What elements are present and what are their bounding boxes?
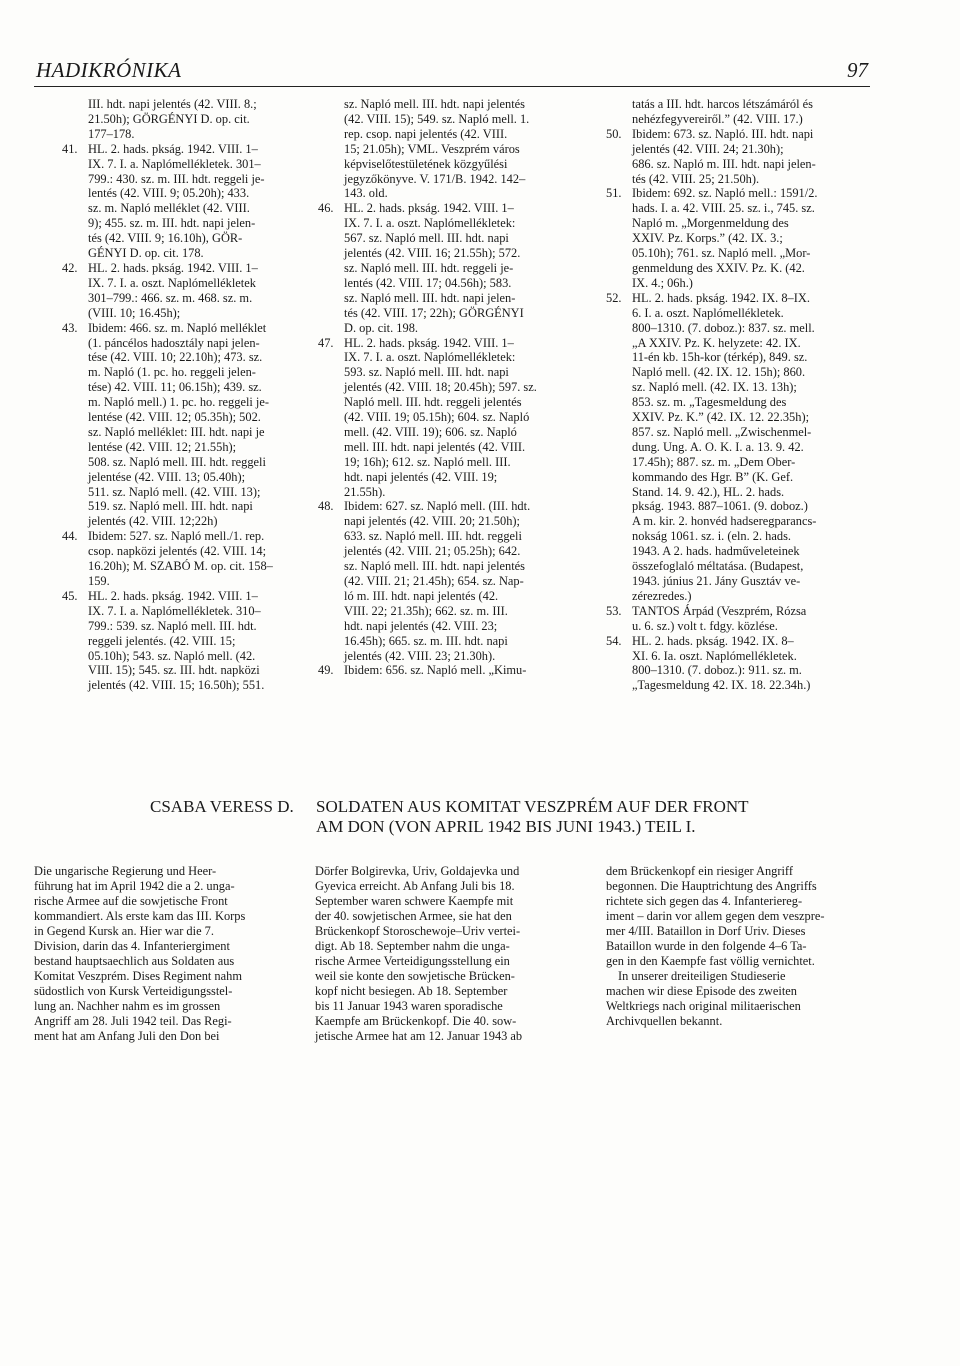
summary-line: kopf nicht besiegen. Ab 18. September xyxy=(315,984,508,998)
summary-line: mer 4/III. Bataillon in Dorf Uriv. Dieses xyxy=(606,924,806,938)
footnote-line: m. Napló mell.) 1. pc. ho. reggeli je- xyxy=(88,395,269,410)
footnote-line: 16.20h); M. SZABÓ M. op. cit. 158– xyxy=(88,559,273,574)
summary-line: weil sie konte den sowjetische Brücken- xyxy=(315,969,515,983)
summary-column-3 xyxy=(606,864,876,1029)
footnote-line: jelentése (42. VIII. 13; 05.40h); xyxy=(88,469,246,484)
footnote-line: 17.45h); 887. sz. m. „Dem Ober- xyxy=(632,454,796,469)
footnote-line: HL. 2. hads. pkság. 1942. VIII. 1– xyxy=(344,335,514,350)
article-author: CSABA VERESS D. xyxy=(150,797,294,816)
footnote-line: „Tagesmeldung 42. IX. 18. 22.34h.) xyxy=(632,678,811,693)
footnote-line: hdt. napi jelentés (42. VIII. 19; xyxy=(344,469,498,484)
footnote-line: VIII. 15); 545. sz. III. hdt. napközi xyxy=(88,663,260,678)
footnote-line: Napló mell. (42. IX. 12. 15h); 860. xyxy=(632,365,806,380)
footnote-line: u. 6. sz.) volt t. fdgy. közlése. xyxy=(632,618,778,633)
footnote-line: zérezredes.) xyxy=(632,588,692,603)
footnote-line: A m. kir. 2. honvéd hadseregparancs- xyxy=(632,514,817,529)
footnote-line: 301–799.: 466. sz. m. 468. sz. m. xyxy=(88,290,253,305)
footnote-line: 19; 16h); 612. sz. Napló mell. III. xyxy=(344,454,511,469)
footnote-text xyxy=(632,127,876,187)
footnote-line: 15; 21.05h); VML. Veszprém város xyxy=(344,141,520,156)
footnote xyxy=(606,127,876,187)
footnote-line: 686. sz. Napló m. III. hdt. napi jelen- xyxy=(632,156,816,171)
footnote-line: 11-én kb. 15h-kor (térkép), 849. sz. xyxy=(632,350,808,365)
footnote-text xyxy=(344,201,578,335)
summary-line: Archivquellen bekannt. xyxy=(606,1014,723,1028)
footnote-line: 853. sz. m. „Tagesmeldung des xyxy=(632,395,787,410)
footnote-line: (42. VIII. 21; 21.45h); 654. sz. Nap- xyxy=(344,574,524,588)
footnote-line: Stand. 14. 9. 42.), HL. 2. hads. xyxy=(632,484,785,499)
summary-line: der 40. sowjetischen Armee, sie hat den xyxy=(315,909,512,923)
footnote-text xyxy=(632,604,876,634)
footnote-line: 511. sz. Napló mell. (42. VIII. 13); xyxy=(88,484,261,499)
footnote-line: mell. III. hdt. napi jelentés (42. VIII. xyxy=(344,439,526,454)
footnote-line: IX. 7. I. a. oszt. Naplómellékletek: xyxy=(344,350,516,365)
footnote-line: hads. I. a. 42. VIII. 25. sz. i., 745. sz. xyxy=(632,201,815,216)
summary-line: digt. Ab 18. September nahm die unga- xyxy=(315,939,510,953)
summary-line: dem Brückenkopf ein riesiger Angriff xyxy=(606,864,793,878)
footnote-text xyxy=(344,663,578,678)
footnote-line: 799.: 430. sz. m. III. hdt. reggeli je- xyxy=(88,171,265,186)
footnotes-column-3 xyxy=(606,97,876,693)
journal-title: HADIKRÓNIKA xyxy=(36,58,182,82)
summary-line: Brückenkopf Storoschewoje–Uriv vertei- xyxy=(315,924,521,938)
footnote-line: csop. napközi jelentés (42. VIII. 14; xyxy=(88,544,267,559)
summary-line: Die ungarische Regierung und Heer- xyxy=(34,864,217,878)
footnote-line: jelentés (42. VIII. 15; 16.50h); 551. xyxy=(88,678,265,693)
footnote xyxy=(318,201,578,335)
footnote-line: D. op. cit. 198. xyxy=(344,320,418,335)
footnote-number xyxy=(62,97,88,142)
footnote-line: genmeldung des XXIV. Pz. K. (42. xyxy=(632,260,805,275)
footnote-line: 143. old. xyxy=(344,186,388,201)
summary-line: machen wir diese Episode des zweiten xyxy=(606,984,797,998)
footnote-line: jelentés (42. VIII. 21; 05.25h); 642. xyxy=(344,544,521,559)
footnote-line: 799.: 539. sz. Napló mell. III. hdt. xyxy=(88,618,257,633)
summary-line: bestand hauptsaechlich aus Soldaten aus xyxy=(34,954,235,968)
summary-column-2 xyxy=(315,864,577,1044)
article-title-line-1: SOLDATEN AUS KOMITAT VESZPRÉM AUF DER FRONT xyxy=(316,797,749,816)
summary-line: in Gegend Kursk an. Hier war die 7. xyxy=(34,924,214,938)
summary-line: Division, darin das 4. Infanteriergiment xyxy=(34,939,230,953)
footnote-number: 43. xyxy=(62,320,78,335)
footnote-line: Ibidem: 466. sz. m. Napló melléklet xyxy=(88,320,267,335)
footnote-line: összefoglaló méltatása. (Budapest, xyxy=(632,559,804,574)
footnote-line: jelentés (42. VIII. 12;22h) xyxy=(88,514,218,529)
summary-line: bis 11 Januar 1943 waren sporadische xyxy=(315,999,503,1013)
footnote-line: lentés (42. VIII. 9; 05.20h); 433. xyxy=(88,186,250,201)
footnote-number: 41. xyxy=(62,141,78,156)
summary-line: Gyevica erreicht. Ab Anfang Juli bis 18. xyxy=(315,879,515,893)
footnote-line: mell. (42. VIII. 19); 606. sz. Napló xyxy=(344,424,517,439)
footnote-line: HL. 2. hads. pkság. 1942. IX. 8–IX. xyxy=(632,290,810,305)
footnote-line: 159. xyxy=(88,574,110,588)
footnote-text xyxy=(88,589,298,693)
footnote-line: hdt. napi jelentés (42. VIII. 23; xyxy=(344,618,498,633)
footnote-line: tatás a III. hdt. harcos létszámáról és xyxy=(632,97,813,111)
footnote-text xyxy=(344,336,578,500)
footnote xyxy=(318,663,578,678)
summary-line: iment – darin vor allem gegen dem veszpre- xyxy=(606,909,825,923)
page-number: 97 xyxy=(847,58,868,82)
footnote-number: 47. xyxy=(318,335,334,350)
footnote-number: 44. xyxy=(62,529,78,544)
footnote-line: rep. csop. napi jelentés (42. VIII. xyxy=(344,126,508,141)
footnote xyxy=(62,589,298,693)
footnote-line: sz. Napló mell. III. hdt. napi jelentés xyxy=(344,559,525,574)
footnote-number: 46. xyxy=(318,201,334,216)
footnote-line: tése) 42. VIII. 11; 06.15h); 439. sz. xyxy=(88,380,262,395)
footnote-line: 21.50h); GÖRGÉNYI D. op. cit. xyxy=(88,111,250,126)
footnote-line: 9); 455. sz. m. III. hdt. napi jelen- xyxy=(88,216,256,231)
footnote xyxy=(318,97,578,201)
footnote-line: IX. 4.; 06h.) xyxy=(632,275,693,290)
footnote-line: Ibidem: 527. sz. Napló mell./1. rep. xyxy=(88,529,265,544)
footnote-text xyxy=(88,97,298,142)
summary-line: gen in den Kaempfe fast völlig vernichtet. xyxy=(606,954,815,968)
footnote-line: jelentés (42. VIII. 18; 20.45h); 597. sz. xyxy=(344,380,537,395)
footnote-line: VIII. 22; 21.35h); 662. sz. m. III. xyxy=(344,603,508,618)
footnote-line: 16.45h); 665. sz. m. III. hdt. napi xyxy=(344,633,508,648)
footnote-line: HL. 2. hads. pkság. 1942. VIII. 1– xyxy=(88,588,258,603)
footnote xyxy=(606,634,876,694)
footnote-line: IX. 7. I. a. Naplómellékletek. 301– xyxy=(88,156,261,171)
footnote-line: kommando des Hgr. B” (K. Gef. xyxy=(632,469,794,484)
footnote-line: jelentés (42. VIII. 23; 21.30h). xyxy=(344,648,496,663)
summary-line: Bataillon wurde in den folgende 4–6 Ta- xyxy=(606,939,807,953)
footnote-line: HL. 2. hads. pkság. 1942. IX. 8– xyxy=(632,633,794,648)
footnote-line: reggeli jelentés. (42. VIII. 15; xyxy=(88,633,236,648)
footnote-text xyxy=(88,529,298,589)
footnote xyxy=(318,336,578,500)
footnote-line: IX. 7. I. a. oszt. Naplómellékletek: xyxy=(344,216,516,231)
footnote-line: HL. 2. hads. pkság. 1942. VIII. 1– xyxy=(344,201,514,216)
footnote-line: Ibidem: 627. sz. Napló mell. (III. hdt. xyxy=(344,499,531,514)
footnote xyxy=(318,499,578,663)
footnote-line: dung. Ung. A. O. K. I. a. 13. 9. 42. xyxy=(632,439,804,454)
footnote-line: 05.10h); 761. sz. Napló mell. „Mor- xyxy=(632,246,811,261)
footnote-line: HL. 2. hads. pkság. 1942. VIII. 1– xyxy=(88,260,258,275)
footnote-line: HL. 2. hads. pkság. 1942. VIII. 1– xyxy=(88,141,258,156)
summary-line: Weltkriegs nach original militaerischen xyxy=(606,999,801,1013)
footnote-number: 48. xyxy=(318,499,334,514)
summary-line: kommandiert. Als erste kam das III. Korps xyxy=(34,909,246,923)
footnote-line: Ibidem: 692. sz. Napló mell.: 1591/2. xyxy=(632,186,818,201)
footnote xyxy=(606,186,876,290)
summary-column-1 xyxy=(34,864,286,1044)
footnote-line: 857. sz. Napló mell. „Zwischenmel- xyxy=(632,424,812,439)
footnote-text xyxy=(88,261,298,321)
footnote-number: 49. xyxy=(318,663,334,678)
footnote-line: TANTOS Árpád (Veszprém, Rózsa xyxy=(632,603,807,618)
footnote xyxy=(606,97,876,127)
summary-line: richtete sich gegen das 4. Infanteriereg- xyxy=(606,894,803,908)
summary-line: ment hat am Anfang Juli den Don bei xyxy=(34,1029,220,1043)
footnote-line: (42. VIII. 15); 549. sz. Napló mell. 1. xyxy=(344,111,530,126)
footnote-line: sz. m. Napló melléklet (42. VIII. xyxy=(88,201,250,216)
footnote-text xyxy=(88,142,298,261)
footnote-text xyxy=(632,291,876,604)
footnote xyxy=(606,604,876,634)
footnote-number: 54. xyxy=(606,633,622,648)
summary-line: begonnen. Die Hauptrichtung des Angriffs xyxy=(606,879,817,893)
footnote-line: tés (42. VIII. 17; 22h); GÖRGÉNYI xyxy=(344,305,524,320)
footnote-line: 519. sz. Napló mell. III. hdt. napi xyxy=(88,499,253,514)
footnote-line: nokság 1061. sz. i. (eln. 2. hads. xyxy=(632,529,791,544)
footnote-line: Ibidem: 673. sz. Napló. III. hdt. napi xyxy=(632,126,814,141)
footnote-line: 6. I. a. oszt. Naplómellékletek. xyxy=(632,305,784,320)
footnote-line: jegyzőkönyve. V. 171/B. 1942. 142– xyxy=(344,171,526,186)
footnote-line: tés (42. VIII. 25; 21.50h). xyxy=(632,171,760,186)
summary-line: südostlich von Kursk Verteidigungsstel- xyxy=(34,984,233,998)
footnote-number: 52. xyxy=(606,290,622,305)
footnote-line: 177–178. xyxy=(88,126,135,141)
summary-line: jetische Armee hat am 12. Januar 1943 ab xyxy=(315,1029,523,1043)
footnote-line: sz. Napló mell. (42. IX. 13. 13h); xyxy=(632,380,797,395)
footnote-line: lentés (42. VIII. 17; 04.56h); 583. xyxy=(344,275,512,290)
footnote-line: (1. páncélos hadosztály napi jelen- xyxy=(88,335,260,350)
summary-line: Komitat Veszprém. Dises Regiment nahm xyxy=(34,969,242,983)
footnote-line: 800–1310. (7. doboz.): 911. sz. m. xyxy=(632,663,802,678)
footnote-line: sz. Napló melléklet: III. hdt. napi je xyxy=(88,424,265,439)
header-rule xyxy=(34,86,870,87)
footnote-line: (VIII. 10; 16.45h); xyxy=(88,305,181,320)
footnote-line: tése (42. VIII. 10; 22.10h); 473. sz. xyxy=(88,350,263,365)
footnote-number: 53. xyxy=(606,603,622,618)
footnote-line: 1943. A 2. hads. hadműveleteinek xyxy=(632,544,800,559)
footnote-line: IX. 7. I. a. Naplómellékletek. 310– xyxy=(88,603,261,618)
footnote-line: m. Napló (1. pc. ho. reggeli jelen- xyxy=(88,365,256,380)
summary-line: Angriff am 28. Juli 1942 teil. Das Regi- xyxy=(34,1014,232,1028)
footnote-number xyxy=(318,97,344,201)
article-title xyxy=(316,797,749,837)
footnote-number: 42. xyxy=(62,260,78,275)
summary-line: September waren schwere Kaempfe mit xyxy=(315,894,514,908)
footnote-text xyxy=(344,97,578,201)
footnote xyxy=(606,291,876,604)
footnote-line: 508. sz. Napló mell. III. hdt. reggeli xyxy=(88,454,266,469)
footnote-line: sz. Napló mell. III. hdt. napi jelentés xyxy=(344,97,525,111)
footnote-line: Napló mell. III. hdt. reggeli jelentés xyxy=(344,395,522,410)
footnote-number: 50. xyxy=(606,126,622,141)
summary-line: In unserer dreiteiligen Studieserie xyxy=(618,969,786,983)
footnote-line: „A XXIV. Pz. K. helyzete: 42. IX. xyxy=(632,335,801,350)
footnote-line: nehézfegyvereiről.” (42. VIII. 17.) xyxy=(632,111,803,126)
footnote-line: XXIV. Pz. Korps.” (42. IX. 3.; xyxy=(632,231,783,246)
footnote-text xyxy=(632,97,876,127)
summary-line: lung an. Nachher nahm es im grossen xyxy=(34,999,221,1013)
footnote-line: III. hdt. napi jelentés (42. VIII. 8.; xyxy=(88,97,257,111)
footnote-number: 45. xyxy=(62,588,78,603)
footnotes-column-2 xyxy=(318,97,578,678)
footnote-number: 51. xyxy=(606,186,622,201)
summary-line: Kaempfe am Brückenkopf. Die 40. sow- xyxy=(315,1014,517,1028)
footnote-line: 21.55h). xyxy=(344,484,386,499)
footnote-line: lentése (42. VIII. 12; 21.55h); xyxy=(88,439,237,454)
footnote xyxy=(62,97,298,142)
footnote-line: sz. Napló mell. III. hdt. reggeli je- xyxy=(344,260,514,275)
footnote-line: GÉNYI D. op. cit. 178. xyxy=(88,246,204,261)
footnote xyxy=(62,142,298,261)
footnote-line: pkság. 1943. 887–1061. (9. doboz.) xyxy=(632,499,808,514)
summary-line: rische Armee Verteidigungsstellung ein xyxy=(315,954,510,968)
footnotes-column-1 xyxy=(62,97,298,693)
footnote-text xyxy=(632,634,876,694)
footnote-line: Napló m. „Morgenmeldung des xyxy=(632,216,789,231)
footnote-line: napi jelentés (42. VIII. 20; 21.50h); xyxy=(344,514,520,529)
footnote xyxy=(62,261,298,321)
footnote xyxy=(62,321,298,530)
footnote-text xyxy=(88,321,298,530)
footnote-line: 800–1310. (7. doboz.): 837. sz. mell. xyxy=(632,320,815,335)
footnote-text xyxy=(632,186,876,290)
footnote-line: képviselőtestületének közgyűlési xyxy=(344,156,508,171)
summary-line: rische Armee auf die sowjetische Front xyxy=(34,894,228,908)
footnote-number xyxy=(606,97,632,127)
footnote-line: 633. sz. Napló mell. III. hdt. reggeli xyxy=(344,529,522,544)
footnote-line: 05.10h); 543. sz. Napló mell. (42. xyxy=(88,648,256,663)
footnote-line: XXIV. Pz. K.” (42. IX. 12. 22.35h); xyxy=(632,410,810,425)
footnote-line: jelentés (42. VIII. 16; 21.55h); 572. xyxy=(344,246,521,261)
footnote-line: jelentés (42. VIII. 24; 21.30h); xyxy=(632,141,784,156)
footnote-line: Ibidem: 656. sz. Napló mell. „Kimu- xyxy=(344,663,527,678)
footnote-line: IX. 7. I. a. oszt. Naplómellékletek xyxy=(88,275,256,290)
footnote xyxy=(62,529,298,589)
summary-line: Dörfer Bolgirevka, Uriv, Goldajevka und xyxy=(315,864,520,878)
footnote-text xyxy=(344,499,578,663)
summary-line: führung hat im April 1942 die a 2. unga- xyxy=(34,879,235,893)
article-title-line-2: AM DON (VON APRIL 1942 BIS JUNI 1943.) TEIL I. xyxy=(316,817,696,836)
footnote-line: 1943. június 21. Jány Gusztáv ve- xyxy=(632,574,801,588)
footnote-line: 567. sz. Napló mell. III. hdt. napi xyxy=(344,231,509,246)
footnote-line: (42. VIII. 19; 05.15h); 604. sz. Napló xyxy=(344,410,530,425)
footnote-line: XI. 6. Ia. oszt. Naplómellékletek. xyxy=(632,648,797,663)
footnote-line: lentése (42. VIII. 12; 05.35h); 502. xyxy=(88,410,261,425)
footnote-line: ló m. III. hdt. napi jelentés (42. xyxy=(344,588,499,603)
footnote-line: sz. Napló mell. III. hdt. napi jelen- xyxy=(344,290,516,305)
footnote-line: tés (42. VIII. 9; 16.10h), GÖR- xyxy=(88,231,243,246)
footnote-line: 593. sz. Napló mell. III. hdt. napi xyxy=(344,365,509,380)
